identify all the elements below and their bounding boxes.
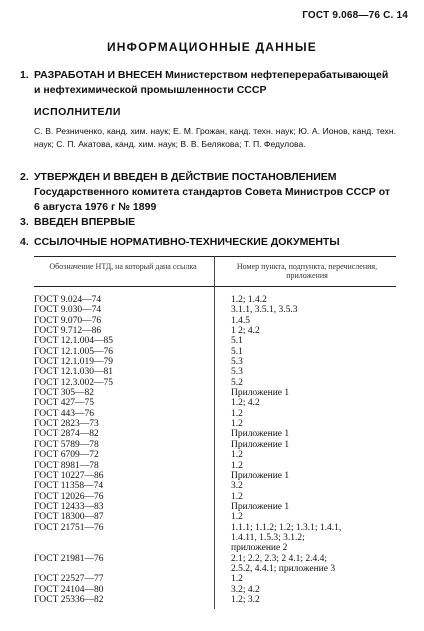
clause-number: приложение 2 xyxy=(231,543,288,554)
ntd-designation: ГОСТ 9.030—74 xyxy=(34,305,102,316)
clause-number: 1.2; 3.2 xyxy=(231,594,260,605)
clause-number: 1.4.11, 1.5.3; 3.1.2; xyxy=(231,532,305,543)
table-header-clause: Номер пункта, подпункта, перечисления, приложения xyxy=(236,262,378,280)
reference-table-body xyxy=(34,295,414,605)
table-row xyxy=(34,564,414,574)
table-row xyxy=(34,585,414,595)
clause-number: 1.2 xyxy=(231,491,243,502)
section-3-number: 3. xyxy=(20,216,29,228)
section-3 xyxy=(20,215,396,230)
clause-number: 5.3 xyxy=(231,357,243,368)
clause-number: Приложение 1 xyxy=(231,501,290,512)
clause-number: 1.2 xyxy=(231,574,243,585)
table-row xyxy=(34,378,414,388)
ntd-designation: ГОСТ 6709—72 xyxy=(34,450,99,461)
table-row xyxy=(34,533,414,543)
clause-number: 1.2 xyxy=(231,408,243,419)
table-row xyxy=(34,574,414,584)
clause-number: 1.2 xyxy=(231,460,243,471)
executors-heading: ИСПОЛНИТЕЛИ xyxy=(34,106,121,118)
ntd-designation: ГОСТ 21751—76 xyxy=(34,522,104,533)
ntd-designation: ГОСТ 12026—76 xyxy=(34,491,104,502)
ntd-designation: ГОСТ 8981—78 xyxy=(34,460,99,471)
clause-number: 5.3 xyxy=(231,367,243,378)
clause-number: 2.5.2, 4.4.1; приложение 3 xyxy=(231,563,336,574)
ntd-designation: ГОСТ 9.024—74 xyxy=(34,295,102,305)
document-code-header: ГОСТ 9.068—76 С. 14 xyxy=(302,10,408,21)
ntd-designation: ГОСТ 12.1.030—81 xyxy=(34,367,113,378)
clause-number: 5.2 xyxy=(231,377,243,388)
clause-number: 1.2; 1.4.2 xyxy=(231,295,267,305)
section-2-text: УТВЕРЖДЕН И ВВЕДЕН В ДЕЙСТВИЕ ПОСТАНОВЛЕНИЕМ Государственного комитета стандартов Совета Министров СССР от 6 августа 1976 г № 1899 xyxy=(34,171,390,213)
clause-number: 2.1; 2.2, 2.3; 2 4.1; 2.4.4; xyxy=(231,553,328,564)
ntd-designation: ГОСТ 12.1.004—85 xyxy=(34,336,113,347)
table-top-rule xyxy=(34,256,396,257)
clause-number: 1.2 xyxy=(231,512,243,523)
ntd-designation: ГОСТ 10227—86 xyxy=(34,470,104,481)
section-4-number: 4. xyxy=(20,236,29,248)
section-1 xyxy=(20,68,396,98)
ntd-designation: ГОСТ 18300—87 xyxy=(34,512,104,523)
table-row xyxy=(34,326,414,336)
clause-number: Приложение 1 xyxy=(231,470,290,481)
section-2-number: 2. xyxy=(20,171,29,183)
table-row xyxy=(34,388,414,398)
table-row xyxy=(34,554,414,564)
table-row xyxy=(34,295,414,305)
clause-number: 1.1.1; 1.1.2; 1.2; 1.3.1; 1.4.1, xyxy=(231,522,342,533)
ntd-designation: ГОСТ 443—76 xyxy=(34,408,94,419)
ntd-designation: ГОСТ 427—75 xyxy=(34,398,94,409)
table-row xyxy=(34,367,414,377)
table-row xyxy=(34,419,414,429)
ntd-designation: ГОСТ 11358—74 xyxy=(34,481,104,492)
ntd-designation: ГОСТ 9.712—86 xyxy=(34,326,102,337)
table-row xyxy=(34,595,414,605)
table-row xyxy=(34,461,414,471)
section-1-number: 1. xyxy=(20,69,29,81)
clause-number: 3.2; 4.2 xyxy=(231,584,260,595)
section-4 xyxy=(20,235,396,250)
table-row xyxy=(34,523,414,533)
table-row xyxy=(34,398,414,408)
clause-number: 3.2 xyxy=(231,481,243,492)
clause-number: Приложение 1 xyxy=(231,439,290,450)
clause-number: 1.2 xyxy=(231,419,243,430)
ntd-designation: ГОСТ 5789—78 xyxy=(34,439,99,450)
clause-number: 1.4.5 xyxy=(231,315,250,326)
executors-list: С. В. Резниченко, канд. хим. наук; Е. М. Грожан, канд. техн. наук; Ю. А. Ионов, канд. техн. наук; С. П. Акатова, канд. хим. наук; В. В. Белякова; Т. П. Федулова. xyxy=(34,126,396,149)
table-header-rule xyxy=(34,286,396,287)
ntd-designation: ГОСТ 12.3.002—75 xyxy=(34,377,113,388)
clause-number: Приложение 1 xyxy=(231,429,290,440)
table-row xyxy=(34,481,414,491)
ntd-designation: ГОСТ 25336—82 xyxy=(34,594,104,605)
table-row xyxy=(34,429,414,439)
table-row xyxy=(34,409,414,419)
ntd-designation: ГОСТ 2823—73 xyxy=(34,419,99,430)
ntd-designation: ГОСТ 12433—83 xyxy=(34,501,104,512)
table-row xyxy=(34,347,414,357)
ntd-designation: ГОСТ 24104—80 xyxy=(34,584,104,595)
table-row xyxy=(34,543,414,553)
page-title: ИНФОРМАЦИОННЫЕ ДАННЫЕ xyxy=(106,40,318,54)
ntd-designation: ГОСТ 305—82 xyxy=(34,388,94,399)
ntd-designation: ГОСТ 9.070—76 xyxy=(34,315,102,326)
ntd-designation: ГОСТ 2874—82 xyxy=(34,429,99,440)
ntd-designation: ГОСТ 12.1.019—79 xyxy=(34,357,113,368)
clause-number: 5.1 xyxy=(231,336,243,347)
clause-number: 1 2; 4.2 xyxy=(231,326,260,337)
table-row xyxy=(34,502,414,512)
ntd-designation: ГОСТ 12.1.005—76 xyxy=(34,346,113,357)
table-row xyxy=(34,336,414,346)
section-1-text: РАЗРАБОТАН И ВНЕСЕН Министерством нефтеперерабатывающей и нефтехимической промышленности СССР xyxy=(34,69,389,96)
clause-number: 3.1.1, 3.5.1, 3.5.3 xyxy=(231,305,298,316)
clause-number: 1.2; 4.2 xyxy=(231,398,260,409)
ntd-designation: ГОСТ 21981—76 xyxy=(34,553,104,564)
table-row xyxy=(34,450,414,460)
section-2 xyxy=(20,170,396,215)
table-row xyxy=(34,471,414,481)
table-row xyxy=(34,357,414,367)
clause-number: 1.2 xyxy=(231,450,243,461)
ntd-designation: ГОСТ 22527—77 xyxy=(34,574,104,585)
table-row xyxy=(34,440,414,450)
table-row xyxy=(34,316,414,326)
table-row xyxy=(34,492,414,502)
table-row xyxy=(34,512,414,522)
table-row xyxy=(34,305,414,315)
section-3-text: ВВЕДЕН ВПЕРВЫЕ xyxy=(34,216,136,228)
table-header-ntd: Обозначение НТД, на который дана ссылка xyxy=(49,262,197,271)
clause-number: 5.1 xyxy=(231,346,243,357)
section-4-text: ССЫЛОЧНЫЕ НОРМАТИВНО-ТЕХНИЧЕСКИЕ ДОКУМЕНТЫ xyxy=(34,236,340,248)
clause-number: Приложение 1 xyxy=(231,388,290,399)
